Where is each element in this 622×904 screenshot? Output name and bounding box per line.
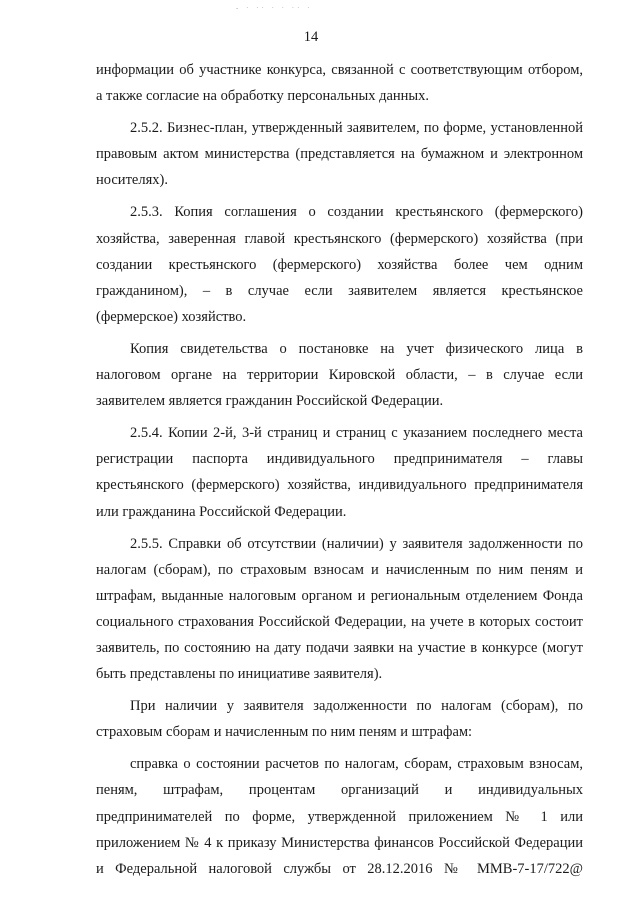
text-line: носителях). — [96, 172, 168, 189]
paragraph-2-5-4 — [96, 420, 583, 524]
paragraph-reference — [96, 751, 583, 881]
paragraph-debt — [96, 693, 583, 745]
text-line: и Федеральной налоговой службы от 28.12.2016 № ММВ-7-17/722@ — [96, 860, 583, 877]
text-line: 2.5.3. Копия соглашения о создании крестьянского (фермерского) — [130, 204, 583, 221]
text-line: гражданином), – в случае если заявителем является крестьянское — [96, 282, 583, 299]
scan-artifact-marks: - · ·· · · ·· · — [236, 4, 313, 12]
text-line: 2.5.4. Копии 2-й, 3-й страниц и страниц с указанием последнего места — [130, 425, 583, 442]
text-line: страховым сборам и начисленным по ним пеням и штрафам: — [96, 724, 473, 741]
text-line: создании крестьянского (фермерского) хозяйства более чем одним — [96, 256, 583, 273]
text-line: заявителем является гражданин Российской Федерации. — [96, 393, 444, 410]
text-line: Копия свидетельства о постановке на учет физического лица в — [130, 340, 583, 357]
text-line: пеням, штрафам, процентам организаций и индивидуальных — [96, 782, 583, 799]
text-line: правовым актом министерства (представляется на бумажном и электронном — [96, 146, 583, 163]
text-line: информации об участнике конкурса, связанной с соответствующим отбором, — [96, 62, 583, 78]
text-line: приложением № 4 к приказу Министерства финансов Российской Федерации — [96, 834, 583, 851]
text-line: предпринимателей по форме, утвержденной приложением № 1 или — [96, 808, 583, 825]
paragraph-2-5-3 — [96, 199, 583, 329]
paragraph-continuation — [96, 57, 583, 109]
text-line: справка о состоянии расчетов по налогам, сборам, страховым взносам, — [130, 756, 583, 773]
paragraph-copy-certificate — [96, 336, 583, 414]
text-line: 2.5.5. Справки об отсутствии (наличии) у заявителя задолженности по — [130, 535, 583, 552]
text-line: заявитель, по состоянию на дату подачи заявки на участие в конкурсе (могут — [96, 639, 583, 656]
text-line: (фермерское) хозяйство. — [96, 308, 247, 325]
text-line: быть представлены по инициативе заявителя). — [96, 666, 383, 683]
text-line: налоговом органе на территории Кировской области, – в случае если — [96, 367, 583, 384]
text-line: крестьянского (фермерского) хозяйства, индивидуального предпринимателя — [96, 477, 583, 494]
text-line: При наличии у заявителя задолженности по налогам (сборам), по — [130, 698, 583, 715]
paragraph-2-5-5 — [96, 531, 583, 688]
text-line: налогам (сборам), по страховым взносам и начисленным по ним пеням и — [96, 561, 583, 578]
page-number: 14 — [303, 29, 319, 45]
text-line: регистрации паспорта индивидуального предпринимателя – главы — [96, 451, 583, 468]
text-line: 2.5.2. Бизнес-план, утвержденный заявителем, по форме, установленной — [130, 120, 583, 137]
document-body — [96, 57, 583, 882]
text-line: штрафам, выданные налоговым органом и региональным отделением Фонда — [96, 587, 583, 604]
text-line: социального страхования Российской Федерации, на учете в которых состоит — [96, 613, 583, 630]
paragraph-2-5-2 — [96, 115, 583, 193]
text-line: или гражданина Российской Федерации. — [96, 503, 347, 520]
text-line: а также согласие на обработку персональных данных. — [96, 88, 430, 105]
text-line: хозяйства, заверенная главой крестьянского (фермерского) хозяйства (при — [96, 230, 583, 247]
